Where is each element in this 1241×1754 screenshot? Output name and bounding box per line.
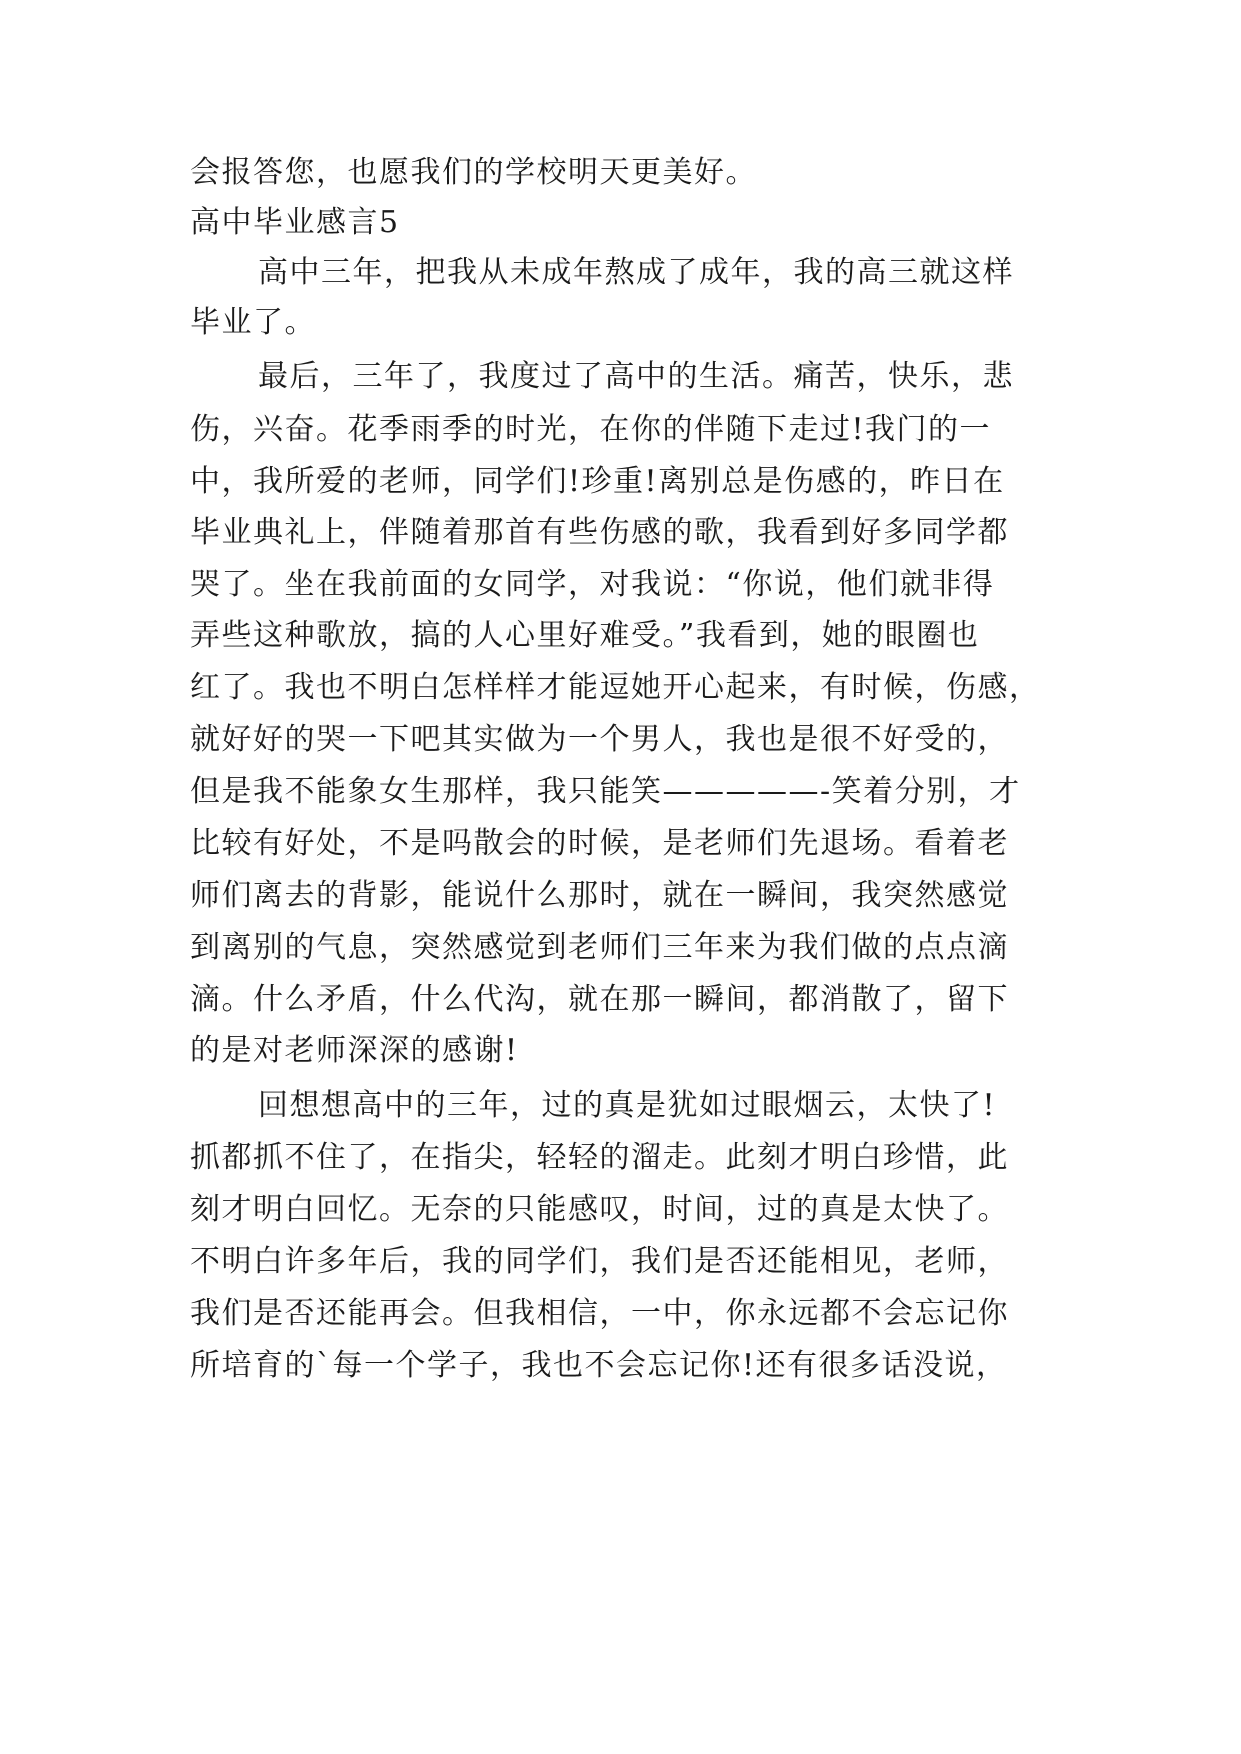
paragraph-line: 伤，兴奋。花季雨季的时光，在你的伴随下走过!我门的一 (190, 412, 992, 447)
paragraph-line: 回想想高中的三年，过的真是犹如过眼烟云，太快了! (258, 1088, 997, 1123)
paragraph-line: 师们离去的背影，能说什么那时，就在一瞬间，我突然感觉 (190, 878, 1009, 913)
paragraph-line: 不明白许多年后，我的同学们，我们是否还能相见，老师， (190, 1244, 1009, 1279)
paragraph-line: 所培育的`每一个学子，我也不会忘记你!还有很多话没说， (190, 1348, 1008, 1383)
paragraph-line: 滴。什么矛盾，什么代沟，就在那一瞬间，都消散了，留下 (190, 982, 1009, 1017)
paragraph-line: 就好好的哭一下吧其实做为一个男人，我也是很不好受的， (190, 722, 1009, 757)
paragraph-line: 比较有好处，不是吗散会的时候，是老师们先退场。看着老 (190, 826, 1009, 861)
paragraph-line: 最后，三年了，我度过了高中的生活。痛苦，快乐，悲 (258, 359, 1014, 394)
paragraph-line: 红了。我也不明白怎样样才能逗她开心起来，有时候，伤感， (190, 670, 1041, 705)
text-line: 会报答您，也愿我们的学校明天更美好。 (190, 155, 757, 190)
paragraph-line: 中，我所爱的老师，同学们!珍重!离别总是伤感的，昨日在 (190, 464, 1005, 499)
section-heading: 高中毕业感言5 (190, 205, 400, 240)
paragraph-line: 哭了。坐在我前面的女同学，对我说：“你说，他们就非得 (190, 567, 995, 602)
paragraph-line: 的是对老师深深的感谢! (190, 1033, 519, 1068)
paragraph-line: 抓都抓不住了，在指尖，轻轻的溜走。此刻才明白珍惜，此 (190, 1140, 1009, 1175)
paragraph-line: 我们是否还能再会。但我相信，一中，你永远都不会忘记你 (190, 1296, 1009, 1331)
paragraph-line: 高中三年，把我从未成年熬成了成年，我的高三就这样 (258, 255, 1014, 290)
paragraph-line: 但是我不能象女生那样，我只能笑—————-笑着分别，才 (190, 774, 1021, 809)
paragraph-line: 弄些这种歌放，搞的人心里好难受。”我看到，她的眼圈也 (190, 618, 980, 653)
paragraph-line: 毕业了。 (190, 305, 316, 340)
paragraph-line: 刻才明白回忆。无奈的只能感叹，时间，过的真是太快了。 (190, 1192, 1009, 1227)
paragraph-line: 毕业典礼上，伴随着那首有些伤感的歌，我看到好多同学都 (190, 515, 1009, 550)
paragraph-line: 到离别的气息，突然感觉到老师们三年来为我们做的点点滴 (190, 930, 1009, 965)
